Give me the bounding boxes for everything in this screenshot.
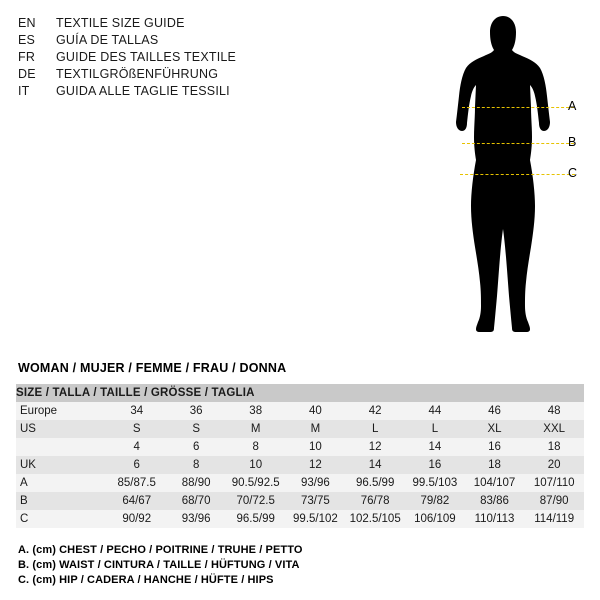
size-table [16,384,584,528]
cell: 20 [524,456,584,474]
cell: 4 [107,438,167,456]
cell: 76/78 [345,492,405,510]
cell: 104/107 [465,474,525,492]
cell: 34 [107,402,167,420]
row-label [16,438,107,456]
table-row [16,510,584,528]
cell: 42 [345,402,405,420]
cell: 48 [524,402,584,420]
cell: 18 [465,456,525,474]
hip-measure-line [460,174,575,175]
cell: 83/86 [465,492,525,510]
cell: 6 [166,438,225,456]
language-title: GUIDA ALLE TAGLIE TESSILI [56,84,230,98]
section-title: WOMAN / MUJER / FEMME / FRAU / DONNA [18,361,287,375]
chest-marker-label: A [568,99,577,113]
row-label: C [16,510,107,528]
cell: 18 [524,438,584,456]
legend-line-a: A. (cm) CHEST / PECHO / POITRINE / TRUHE / PETTO [18,544,303,556]
language-row-fr [18,50,348,67]
cell: 85/87.5 [107,474,167,492]
cell: 93/96 [166,510,225,528]
cell: 64/67 [107,492,167,510]
cell: 12 [345,438,405,456]
row-label: UK [16,456,107,474]
table-header-label: SIZE / TALLA / TAILLE / GRÖSSE / TAGLIA [16,384,584,402]
row-label: Europe [16,402,107,420]
language-title: TEXTILGRÖßENFÜHRUNG [56,67,219,81]
cell: 16 [465,438,525,456]
cell: 107/110 [524,474,584,492]
row-label: US [16,420,107,438]
row-label: B [16,492,107,510]
table-row [16,402,584,420]
cell: 106/109 [405,510,465,528]
table-row [16,456,584,474]
cell: 90.5/92.5 [226,474,286,492]
cell: 8 [166,456,225,474]
cell: 10 [286,438,346,456]
female-silhouette-figure [400,8,600,376]
cell: 73/75 [286,492,346,510]
language-title: TEXTILE SIZE GUIDE [56,16,185,30]
language-title-block [18,16,348,101]
cell: 70/72.5 [226,492,286,510]
cell: S [166,420,225,438]
cell: 10 [226,456,286,474]
cell: 93/96 [286,474,346,492]
cell: XL [465,420,525,438]
language-row-de [18,67,348,84]
cell: 88/90 [166,474,225,492]
cell: M [286,420,346,438]
language-row-es [18,33,348,50]
cell: 44 [405,402,465,420]
cell: 6 [107,456,167,474]
waist-measure-line [462,143,574,144]
language-title: GUÍA DE TALLAS [56,33,159,47]
cell: 16 [405,456,465,474]
chest-measure-line [462,107,574,108]
cell: 38 [226,402,286,420]
language-title: GUIDE DES TAILLES TEXTILE [56,50,237,64]
cell: 96.5/99 [226,510,286,528]
language-row-en [18,16,348,33]
silhouette-icon [400,8,600,376]
cell: L [405,420,465,438]
language-code: ES [18,33,36,47]
cell: 46 [465,402,525,420]
cell: 87/90 [524,492,584,510]
legend-line-b: B. (cm) WAIST / CINTURA / TAILLE / HÜFTUNG / VITA [18,559,300,571]
hip-marker-label: C [568,166,578,180]
language-code: EN [18,16,36,30]
cell: 79/82 [405,492,465,510]
language-code: IT [18,84,30,98]
cell: 36 [166,402,225,420]
cell: 68/70 [166,492,225,510]
cell: 96.5/99 [345,474,405,492]
legend-line-c: C. (cm) HIP / CADERA / HANCHE / HÜFTE / HIPS [18,574,274,586]
cell: 114/119 [524,510,584,528]
language-row-it [18,84,348,101]
table-row [16,474,584,492]
cell: XXL [524,420,584,438]
cell: 14 [345,456,405,474]
cell: 12 [286,456,346,474]
table-row [16,492,584,510]
waist-marker-label: B [568,135,577,149]
table-row [16,438,584,456]
cell: 40 [286,402,346,420]
cell: L [345,420,405,438]
measurement-legend [18,543,303,588]
cell: 110/113 [465,510,525,528]
cell: M [226,420,286,438]
table-row [16,420,584,438]
cell: 14 [405,438,465,456]
language-code: DE [18,67,36,81]
cell: 90/92 [107,510,167,528]
cell: 99.5/103 [405,474,465,492]
cell: 102.5/105 [345,510,405,528]
language-code: FR [18,50,36,64]
cell: S [107,420,167,438]
table-header-row [16,384,584,402]
row-label: A [16,474,107,492]
cell: 8 [226,438,286,456]
cell: 99.5/102 [286,510,346,528]
